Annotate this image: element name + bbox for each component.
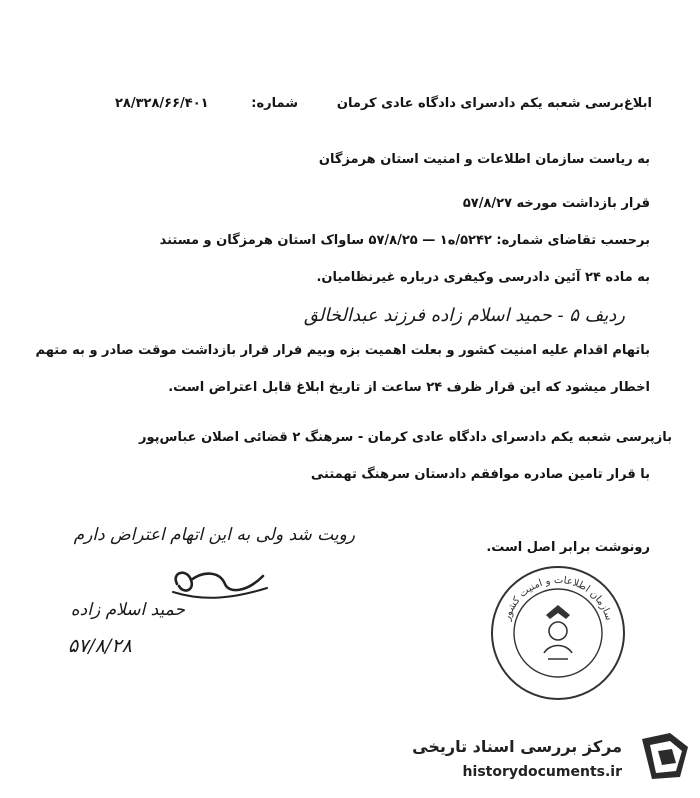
- addressee: به ریاست سازمان اطلاعات و امنیت استان هرمزگان: [318, 152, 650, 167]
- official-seal-stamp: [478, 555, 638, 705]
- body-line-request: برحسب تقاضای شماره: ۵۲۴۲/ه۱ — ۵۷/۸/۲۵ ساواک استان هرمزگان و مستند: [159, 233, 650, 248]
- body-line-approval: با قرار تامین صادره موافقم دادستان سرهنگ تهمتنی: [310, 467, 650, 482]
- body-line-prosecutor: بازپرسی شعبه یکم دادسرای دادگاه عادی کرمان - سرهنگ ۲ قضائی اصلان عباس‌پور: [139, 430, 672, 445]
- handwritten-name: حمید اسلام زاده: [70, 600, 185, 620]
- footer-url[interactable]: historydocuments.ir: [462, 764, 622, 780]
- body-line-charge: باتهام اقدام علیه امنیت کشور و بعلت اهمیت بزه وبیم فرار قرار بازداشت موقت صادر و به متهم: [35, 343, 650, 358]
- handwritten-objection: رویت شد ولی به این اتهام اعتراض دارم: [73, 525, 355, 545]
- stamp-text: سازمان اطلاعات و امنیت کشور: [501, 574, 615, 622]
- svg-text:سازمان اطلاعات و امنیت کشور: [501, 575, 614, 623]
- handwritten-row: ردیف ۵ - حمید اسلام زاده فرزند عبدالخالق: [303, 305, 625, 326]
- header-number-label: شماره:: [251, 96, 298, 111]
- body-line-notice: اخطار میشود که این قرار ظرف ۲۴ ساعت از تاریخ ابلاغ قابل اعتراض است.: [168, 380, 650, 395]
- header-title: ابلاغ‌برسی شعبه یکم دادسرای دادگاه عادی کرمان: [336, 96, 652, 111]
- body-line-article: به ماده ۲۴ آئین دادرسی وکیفری درباره غیرنظامیان.: [316, 270, 650, 285]
- receipt-note: رونوشت برابر اصل است.: [486, 540, 650, 555]
- signature-mark: [165, 558, 275, 603]
- handwritten-date: ۵۷/۸/۲۸: [68, 635, 132, 657]
- subject: قرار بازداشت مورخه ۵۷/۸/۲۷: [462, 196, 650, 211]
- archive-logo-icon: [636, 727, 694, 785]
- footer-brand: مرکز بررسی اسناد تاریخی: [412, 737, 622, 756]
- header-number: ۲۸/۳۲۸/۶۶/۴۰۱: [115, 96, 209, 111]
